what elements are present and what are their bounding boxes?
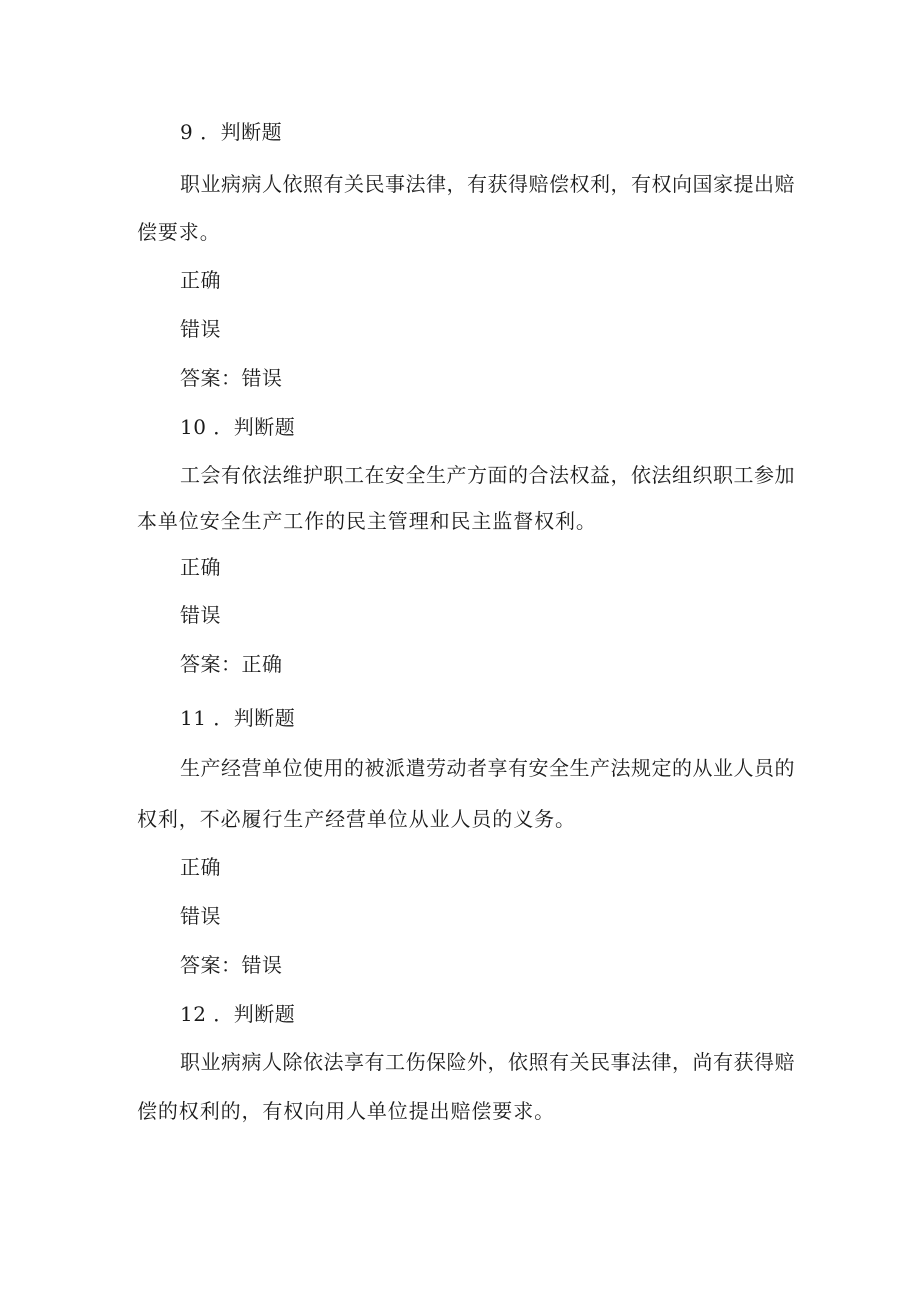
question-10-answer: 答案：正确 — [180, 652, 283, 676]
question-11-header: 11 ．判断题 — [180, 706, 296, 730]
question-9-option-false: 错误 — [180, 317, 221, 341]
question-10-header: 10 ．判断题 — [180, 415, 296, 439]
question-9-stem-line-1: 职业病病人依照有关民事法律，有获得赔偿权利，有权向国家提出赔 — [180, 172, 795, 196]
question-9-answer: 答案：错误 — [180, 366, 283, 390]
question-11-option-false: 错误 — [180, 904, 221, 928]
question-10-option-false: 错误 — [180, 603, 221, 627]
question-10-stem-line-2: 本单位安全生产工作的民主管理和民主监督权利。 — [137, 509, 597, 533]
question-10-stem-line-1: 工会有依法维护职工在安全生产方面的合法权益，依法组织职工参加 — [180, 463, 795, 487]
question-11-stem-line-1: 生产经营单位使用的被派遣劳动者享有安全生产法规定的从业人员的 — [180, 756, 795, 780]
question-11-option-true: 正确 — [180, 855, 221, 879]
question-10-option-true: 正确 — [180, 555, 221, 579]
question-12-stem-line-1: 职业病病人除依法享有工伤保险外，依照有关民事法律，尚有获得赔 — [180, 1050, 795, 1074]
question-9-stem-line-2: 偿要求。 — [137, 220, 221, 244]
question-9-header: 9 ．判断题 — [180, 120, 283, 144]
question-12-stem-line-2: 偿的权利的，有权向用人单位提出赔偿要求。 — [137, 1099, 555, 1123]
question-9-option-true: 正确 — [180, 268, 221, 292]
question-11-stem-line-2: 权利，不必履行生产经营单位从业人员的义务。 — [137, 807, 576, 831]
question-11-answer: 答案：错误 — [180, 953, 283, 977]
question-12-header: 12 ．判断题 — [180, 1002, 296, 1026]
